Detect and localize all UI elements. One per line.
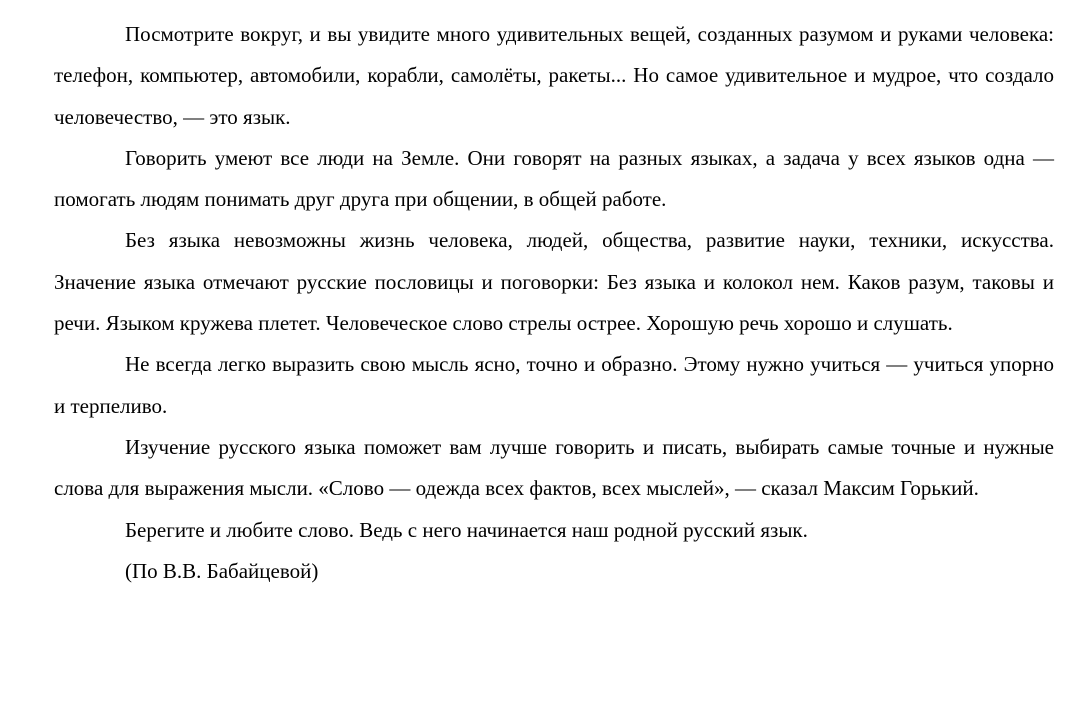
paragraph-3: Без языка невозможны жизнь человека, людей, общества, развитие науки, техники, искусства. Значение языка отмечают русские пословицы и поговорки: Без языка и колокол нем. Каков разум, таковы и речи. Языком кружева плетет. Человеческое слово стрелы острее. Хорошую речь хорошо и слушать. [54,228,1054,336]
paragraph-4: Не всегда легко выразить свою мысль ясно, точно и образно. Этому нужно учиться — учиться упорно и терпеливо. [54,352,1054,418]
document-body [54,14,1054,592]
paragraph-1: Посмотрите вокруг, и вы увидите много удивительных вещей, созданных разумом и руками человека: телефон, компьютер, автомобили, корабли, самолёты, ракеты... Но самое удивительное и мудрое, что создало человечество, — это язык. [54,22,1054,129]
paragraph-5: Изучение русского языка поможет вам лучше говорить и писать, выбирать самые точные и нужные слова для выражения мысли. «Слово — одежда всех фактов, всех мыслей», — сказал Максим Горький. [54,434,1054,501]
paragraph-6: Берегите и любите слово. Ведь с него начинается наш родной русский язык. [125,517,808,542]
source-attribution: (По В.В. Бабайцевой) [125,558,319,583]
paragraph-2: Говорить умеют все люди на Земле. Они говорят на разных языках, а задача у всех языков одна — помогать людям понимать друг друга при общении, в общей работе. [54,145,1054,212]
